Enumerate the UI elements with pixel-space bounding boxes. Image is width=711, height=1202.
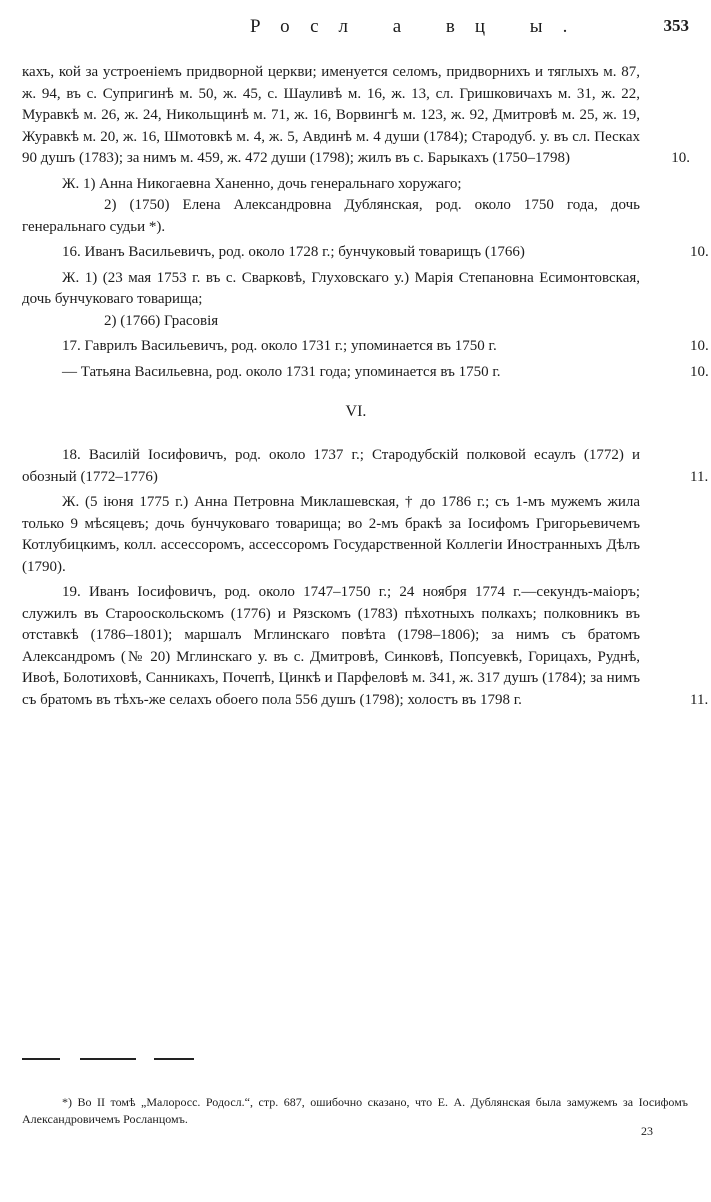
person-entry <box>22 362 709 384</box>
cross-reference: 11. <box>690 468 709 485</box>
person-entry <box>22 445 709 488</box>
spouse-entry <box>22 174 690 196</box>
person-entry <box>22 242 709 264</box>
cross-reference: 10. <box>690 244 709 260</box>
entry-body: — Татьяна Васильевна, род. около 1731 года; упоминается въ 1750 г. <box>62 363 501 380</box>
spouse-entry <box>22 311 690 333</box>
footnote: *) Во II томѣ „Малоросс. Родосл.“, стр. 687, ошибочно сказано, что Е. А. Дублянская была замужемъ за Іосифомъ Александровичемъ Росланцомъ. <box>22 1095 688 1126</box>
cross-reference: 11. <box>690 691 709 708</box>
entry-body: 16. Иванъ Васильевичъ, род. около 1728 г.; бунчуковый товарищъ (1766) <box>62 244 525 260</box>
spouse-entry <box>22 195 690 238</box>
running-title: Росл а вц ы. <box>250 16 588 37</box>
page-number: 353 <box>663 16 689 35</box>
body-text <box>22 62 709 711</box>
entry-body: кахъ, кой за устроеніемъ придворной церкви; именуется селомъ, придворнихъ и тяглыхъ м. 87, ж. 94, въ с. Супригинѣ м. 50, ж. 45, с. Шауливѣ м. 16, ж. 13, сл. Гришковичахъ м. 31, ж. 22, Муравкѣ м. 26, ж. 24, Никольщинѣ м. 71, ж. 16, Ворвингѣ м. 123, ж. 92, Дмитровѣ м. 25, ж. 19, Журавкѣ м. 20, ж. 16, Шмотовкѣ м. 4, ж. 5, Авдинѣ м. 4 души (1784); Стародуб. у. въ сл. Песках 90 душъ (1783); за нимъ м. 459, ж. 472 души (1798); жилъ въ с. Барыкахъ (1750–1798) <box>22 64 640 166</box>
entry-body: 2) (1750) Елена Александровна Дублянская, род. около 1750 года, дочь генеральнаго судьи *). <box>22 197 640 235</box>
cross-reference: 10. <box>690 363 709 380</box>
cross-reference: 10. <box>690 338 709 354</box>
signature-mark: 23 <box>641 1124 653 1138</box>
entry-body: 2) (1766) Грасовія <box>104 312 219 329</box>
entry-text <box>22 62 690 170</box>
spouse-entry <box>22 268 690 311</box>
spouse-entry <box>22 492 690 578</box>
section-heading: VI. <box>345 403 367 420</box>
person-entry <box>22 582 709 711</box>
entry-body: Ж. 1) Анна Никогаевна Ханенно, дочь генеральнаго хоружаго; <box>62 175 462 192</box>
entry-body: 18. Василій Іосифовичъ, род. около 1737 г.; Стародубскій полковой есаулъ (1772) и обозный (1772–1776) <box>22 447 640 485</box>
page-header <box>0 14 711 44</box>
cross-reference: 10. <box>671 150 690 166</box>
person-entry <box>22 336 709 358</box>
entry-body: 19. Иванъ Іосифовичъ, род. около 1747–1750 г.; 24 ноября 1774 г.—секундъ-маіоръ; служилъ въ Старооскольскомъ (1776) и Рязскомъ (1783) пѣхотныхъ полкахъ; полковникъ въ отставкѣ (1786–1801); маршалъ Мглинскаго повѣта (1798–1806); за нимъ съ братомъ Александромъ (№ 20) Мглинскаго у. въ с. Дмитровѣ, Синковѣ, Попсуевкѣ, Горицахъ, Руднѣ, Ивоѣ, Болотиховѣ, Санникахъ, Почепѣ, Цинкѣ и Парфеловѣ м. 341, ж. 317 душъ (1784); за нимъ съ братомъ въ тѣхъ-же селахъ обоего пола 556 душъ (1798); холостъ въ 1798 г. <box>22 584 640 708</box>
footnote-rule <box>22 1058 197 1060</box>
entry-body: 17. Гаврилъ Васильевичъ, род. около 1731 г.; упоминается въ 1750 г. <box>62 338 497 354</box>
entry-body: Ж. 1) (23 мая 1753 г. въ с. Сварковѣ, Глуховскаго у.) Марія Степановна Есимонтовская, дочь бунчуковаго товарища; <box>22 269 640 307</box>
entry-body: Ж. (5 іюня 1775 г.) Анна Петровна Миклашевская, † до 1786 г.; съ 1-мъ мужемъ жила только 9 мѣсяцевъ; дочь бунчуковаго товарища; во 2-мъ бракѣ за Іосифомъ Григорьевичемъ Котлубицкимъ, колл. ассессоромъ, ассессоромъ Государственной Коллегіи Иностранныхъ Дѣлъ (1790). <box>22 494 640 575</box>
